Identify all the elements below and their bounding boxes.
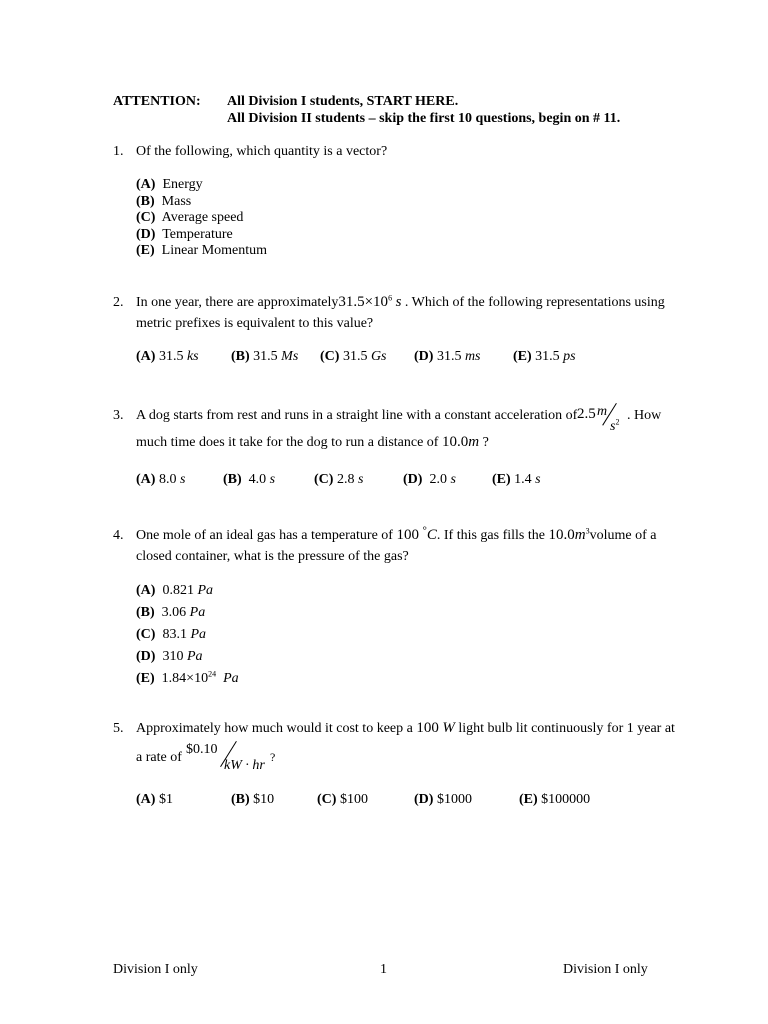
option-c: (C) 2.8 s <box>314 472 364 487</box>
question-text-line-2: closed container, what is the pressure of the gas? <box>136 549 409 564</box>
option-d: (D) Temperature <box>136 226 233 242</box>
option-a: (A) Energy <box>136 177 203 192</box>
question-text-line-1: In one year, there are $approximately31.5\times 10^6$ s . Which of the following representations using <box>136 293 665 310</box>
question-text-line-1: One mole of an ideal gas has a temperature of 100 °C. If this gas fills the $10.0m^3volume$ of a <box>136 524 657 543</box>
option-e: (E) $100000 <box>519 792 591 807</box>
attention-label: ATTENTION: <box>113 94 201 109</box>
option-d: (D) 2.0 s <box>403 472 456 487</box>
option-e: (E) Linear Momentum <box>136 243 268 259</box>
rate-numerator: $0.10 <box>186 742 218 757</box>
question-text-line-2: a rate of <box>136 750 182 765</box>
option-b: (B) 4.0 s <box>223 472 276 487</box>
footer-right: Division I only <box>563 962 648 977</box>
option-c: (C) Average speed <box>136 210 244 226</box>
question-text-line-2: much time does it take for the dog to run a distance of 10.0m ? <box>136 434 489 450</box>
question-text: Of the following, which quantity is a vector? <box>136 144 388 159</box>
fraction-denominator: $s^2$ <box>610 417 620 434</box>
acceleration-value: 2.5 <box>577 406 596 422</box>
option-a: (A) $1 <box>136 792 173 807</box>
rate-denominator: kW · hr <box>224 758 265 773</box>
header-line-2: All Division II students – skip the first 10 questions, begin on # 11. <box>227 111 621 126</box>
option-e: (E) 1.4 s <box>492 472 541 487</box>
question-number: 1. <box>113 144 124 159</box>
options-list <box>136 580 239 690</box>
option-c: (C) 31.5 Gs <box>320 349 387 364</box>
header-line-1: All Division I students, START HERE. <box>227 94 459 109</box>
option-c: (C) $100 <box>317 792 368 807</box>
option-d: (D) 31.5 ms <box>414 349 481 364</box>
option-e: (E) $1.84\times 10^{24}$ Pa <box>136 669 239 686</box>
option-d: (D) $1000 <box>414 792 472 807</box>
option-a: (A) 8.0 s <box>136 472 186 487</box>
question-text-line-1: A dog starts from rest and runs in a straight line with a constant acceleration of <box>136 408 578 423</box>
question-number: 2. <box>113 295 124 310</box>
options-list <box>136 176 267 259</box>
option-b: (B) 3.06 Pa <box>136 605 206 620</box>
option-b: (B) Mass <box>136 193 192 209</box>
footer-page-number: 1 <box>380 962 387 977</box>
option-b: (B) 31.5 Ms <box>231 349 299 364</box>
option-a: (A) 0.821 Pa <box>136 583 213 598</box>
option-a: (A) 31.5 ks <box>136 349 199 364</box>
option-b: (B) $10 <box>231 792 275 807</box>
question-number: 3. <box>113 408 124 423</box>
option-c: (C) 83.1 Pa <box>136 627 206 642</box>
question-number: 4. <box>113 528 124 543</box>
question-text-tail: . How <box>627 408 662 423</box>
question-text-line-2: metric prefixes is equivalent to this value? <box>136 316 374 331</box>
option-d: (D) 310 Pa <box>136 649 203 664</box>
question-number: 5. <box>113 721 124 736</box>
question-text-tail: ? <box>270 750 276 764</box>
footer-left: Division I only <box>113 962 198 977</box>
option-e: (E) 31.5 ps <box>513 349 576 364</box>
fraction-numerator: m <box>597 404 608 419</box>
question-text-line-1: Approximately how much would it cost to keep a 100 W light bulb lit continuously for 1 year at <box>136 720 675 736</box>
